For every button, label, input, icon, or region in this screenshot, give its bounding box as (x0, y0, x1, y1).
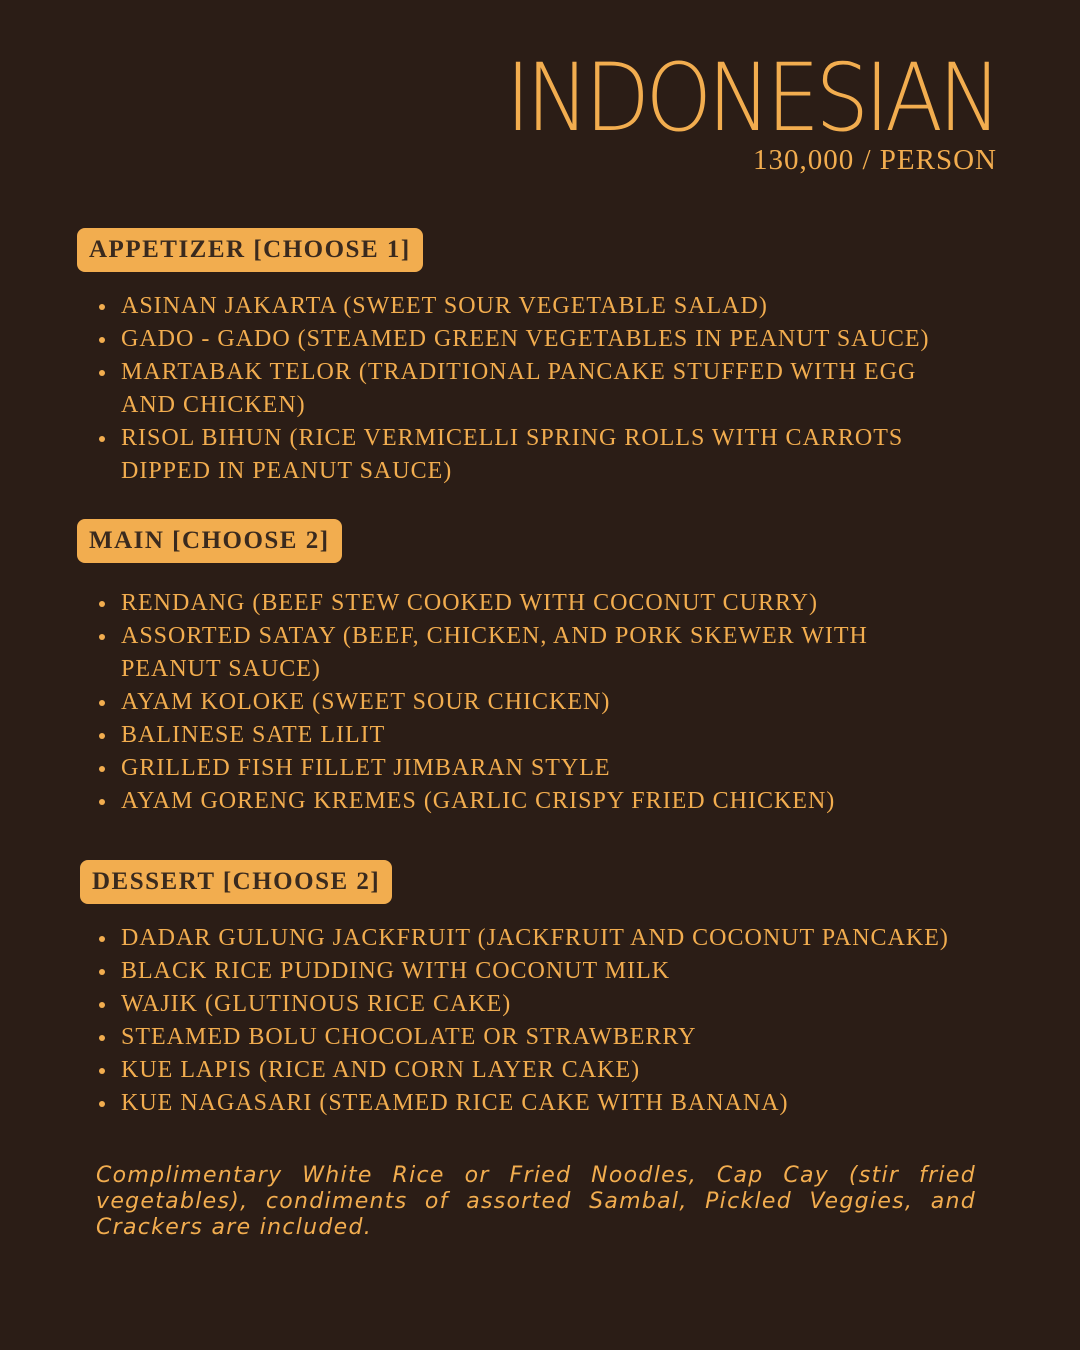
item-label: BLACK RICE PUDDING WITH COCONUT MILK (121, 958, 671, 984)
bullet-icon (99, 700, 105, 706)
list-item (98, 988, 998, 1021)
item-label: AYAM GORENG KREMES (GARLIC CRISPY FRIED CHICKEN) (121, 788, 836, 814)
list-item (98, 719, 998, 752)
main-badge: MAIN [CHOOSE 2] (77, 519, 342, 563)
bullet-icon (99, 969, 105, 975)
menu-header (451, 44, 997, 176)
item-label: DADAR GULUNG JACKFRUIT (JACKFRUIT AND COCONUT PANCAKE) (121, 925, 949, 951)
bullet-icon (99, 766, 105, 772)
list-item (98, 785, 998, 818)
bullet-icon (99, 370, 105, 376)
item-label: RENDANG (BEEF STEW COOKED WITH COCONUT CURRY) (121, 590, 819, 616)
bullet-icon (99, 304, 105, 310)
list-item (98, 356, 998, 422)
item-label: MARTABAK TELOR (TRADITIONAL PANCAKE STUFFED WITH EGG AND CHICKEN) (121, 359, 917, 418)
list-item (98, 323, 998, 356)
item-label: GADO - GADO (STEAMED GREEN VEGETABLES IN PEANUT SAUCE) (121, 326, 930, 352)
list-item (98, 422, 998, 488)
item-label: KUE NAGASARI (STEAMED RICE CAKE WITH BANANA) (121, 1090, 789, 1116)
bullet-icon (99, 733, 105, 739)
item-label: BALINESE SATE LILIT (121, 722, 386, 748)
bullet-icon (99, 799, 105, 805)
dessert-badge: DESSERT [CHOOSE 2] (80, 860, 392, 904)
main-list (98, 587, 998, 818)
list-item (98, 290, 998, 323)
item-label: ASSORTED SATAY (BEEF, CHICKEN, AND PORK SKEWER WITH PEANUT SAUCE) (121, 623, 868, 682)
dessert-list (98, 922, 998, 1120)
list-item (98, 955, 998, 988)
appetizer-list (98, 290, 998, 488)
bullet-icon (99, 936, 105, 942)
bullet-icon (99, 1101, 105, 1107)
list-item (98, 922, 998, 955)
bullet-icon (99, 1002, 105, 1008)
item-label: GRILLED FISH FILLET JIMBARAN STYLE (121, 755, 611, 781)
item-label: RISOL BIHUN (RICE VERMICELLI SPRING ROLLS WITH CARROTS DIPPED IN PEANUT SAUCE) (121, 425, 904, 484)
list-item (98, 1054, 998, 1087)
footer-note: Complimentary White Rice or Fried Noodles, Cap Cay (stir fried vegetables), condiments of assorted Sambal, Pickled Veggies, and Crackers are included. (96, 1163, 976, 1240)
item-label: KUE LAPIS (RICE AND CORN LAYER CAKE) (121, 1057, 641, 1083)
list-item (98, 1021, 998, 1054)
bullet-icon (99, 436, 105, 442)
bullet-icon (99, 601, 105, 607)
bullet-icon (99, 634, 105, 640)
bullet-icon (99, 1035, 105, 1041)
bullet-icon (99, 1068, 105, 1074)
menu-price: 130,000 / PERSON (752, 144, 997, 176)
item-label: AYAM KOLOKE (SWEET SOUR CHICKEN) (121, 689, 611, 715)
item-label: STEAMED BOLU CHOCOLATE OR STRAWBERRY (121, 1024, 697, 1050)
list-item (98, 620, 998, 686)
list-item (98, 752, 998, 785)
appetizer-badge: APPETIZER [CHOOSE 1] (77, 228, 423, 272)
item-label: ASINAN JAKARTA (SWEET SOUR VEGETABLE SALAD) (121, 293, 768, 319)
menu-title: INDONESIAN (505, 44, 997, 153)
list-item (98, 686, 998, 719)
item-label: WAJIK (GLUTINOUS RICE CAKE) (121, 991, 512, 1017)
list-item (98, 1087, 998, 1120)
bullet-icon (99, 337, 105, 343)
list-item (98, 587, 998, 620)
